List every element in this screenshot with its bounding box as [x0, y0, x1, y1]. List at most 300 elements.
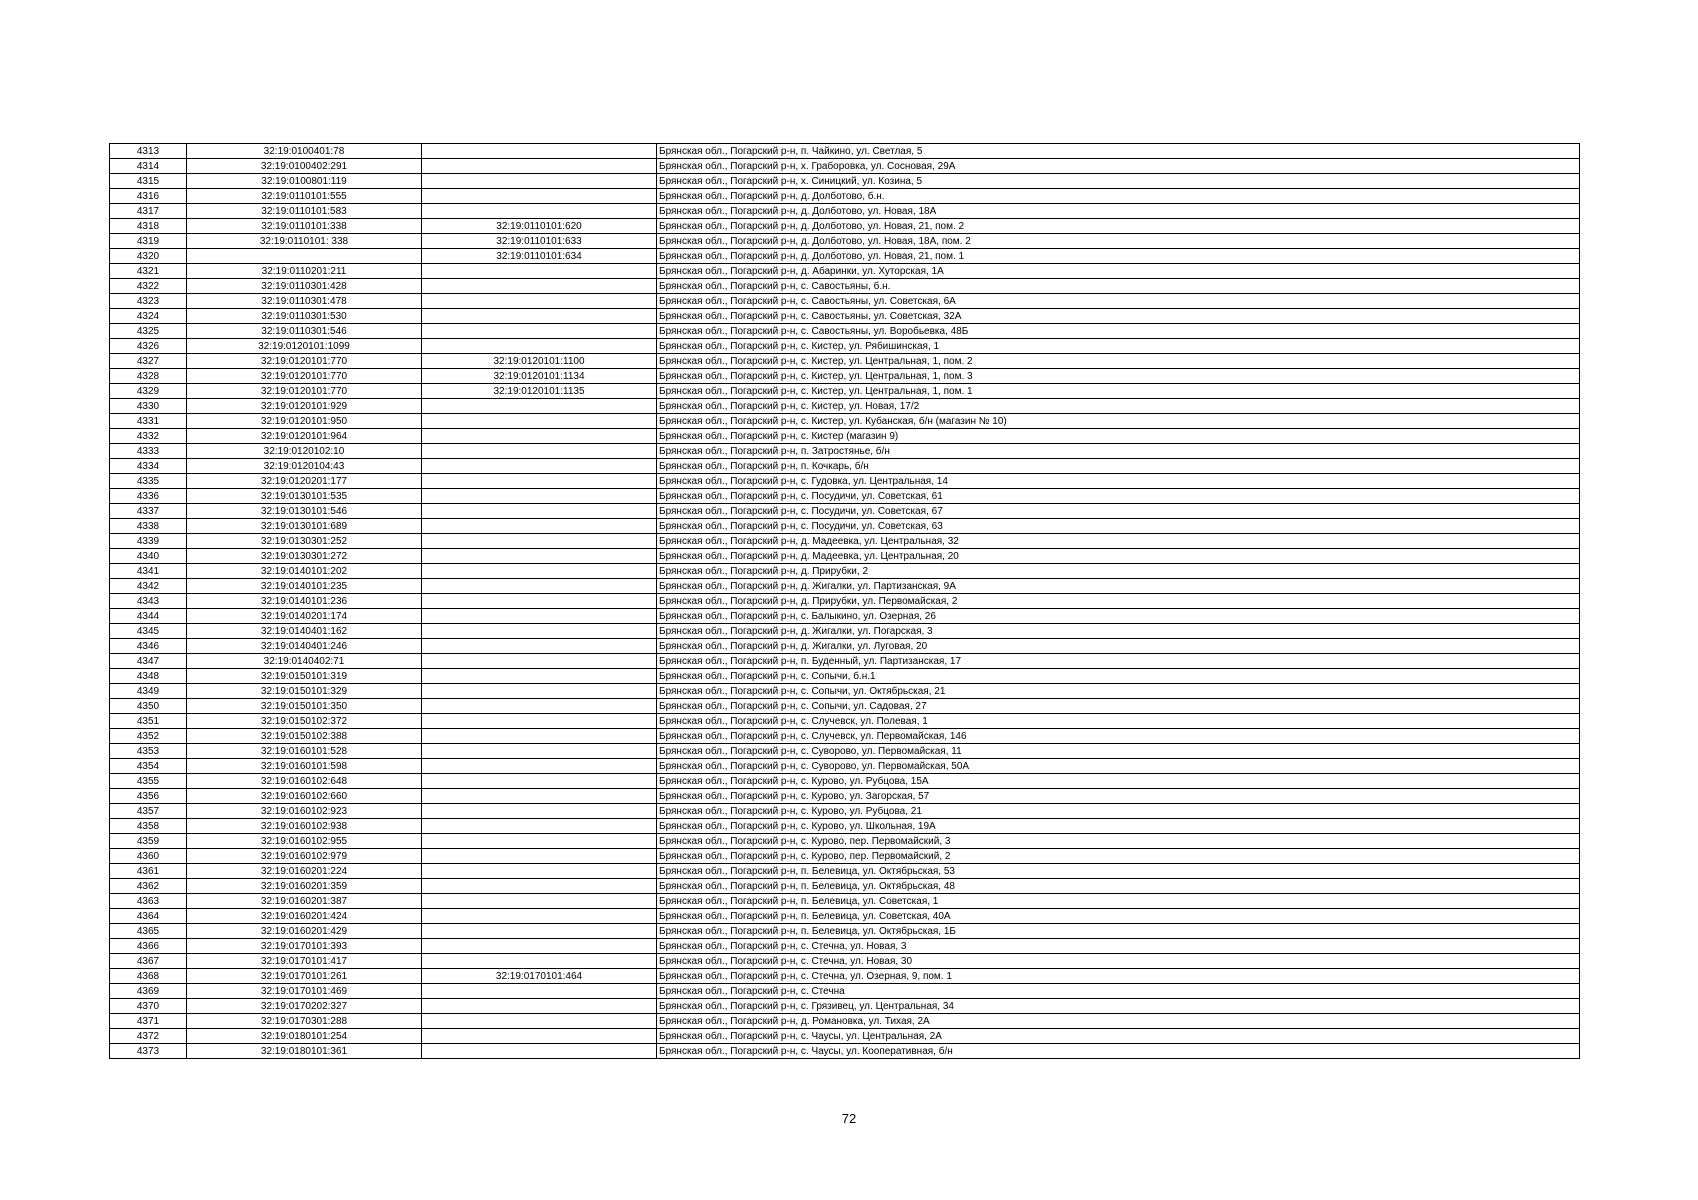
cadastral-number-cell: 32:19:0110101: 338 — [187, 234, 422, 249]
object-cadastral-number-cell — [422, 849, 657, 864]
cadastral-number-cell: 32:19:0170101:417 — [187, 954, 422, 969]
table-row — [110, 669, 1580, 684]
cadastral-number-cell: 32:19:0160102:979 — [187, 849, 422, 864]
row-number-cell: 4322 — [110, 279, 187, 294]
object-cadastral-number-cell — [422, 144, 657, 159]
object-cadastral-number-cell — [422, 459, 657, 474]
table-row — [110, 1044, 1580, 1059]
row-number-cell: 4331 — [110, 414, 187, 429]
object-cadastral-number-cell — [422, 819, 657, 834]
row-number-cell: 4352 — [110, 729, 187, 744]
row-number-cell: 4313 — [110, 144, 187, 159]
object-cadastral-number-cell — [422, 564, 657, 579]
table-row — [110, 519, 1580, 534]
object-cadastral-number-cell — [422, 894, 657, 909]
cadastral-number-cell: 32:19:0120101:929 — [187, 399, 422, 414]
address-cell: Брянская обл., Погарский р-н, с. Курово, ул. Рубцова, 21 — [657, 804, 1580, 819]
object-cadastral-number-cell — [422, 909, 657, 924]
table-row — [110, 534, 1580, 549]
address-cell: Брянская обл., Погарский р-н, п. Чайкино, ул. Светлая, 5 — [657, 144, 1580, 159]
object-cadastral-number-cell: 32:19:0120101:1134 — [422, 369, 657, 384]
cadastral-number-cell: 32:19:0130301:252 — [187, 534, 422, 549]
table-row — [110, 984, 1580, 999]
object-cadastral-number-cell — [422, 774, 657, 789]
table-row — [110, 624, 1580, 639]
object-cadastral-number-cell: 32:19:0110101:633 — [422, 234, 657, 249]
table-row — [110, 759, 1580, 774]
registry-table — [109, 143, 1580, 1059]
table-row — [110, 474, 1580, 489]
row-number-cell: 4334 — [110, 459, 187, 474]
address-cell: Брянская обл., Погарский р-н, с. Случевск, ул. Полевая, 1 — [657, 714, 1580, 729]
cadastral-number-cell: 32:19:0110201:211 — [187, 264, 422, 279]
cadastral-number-cell: 32:19:0160102:660 — [187, 789, 422, 804]
row-number-cell: 4358 — [110, 819, 187, 834]
table-row — [110, 144, 1580, 159]
table-row — [110, 789, 1580, 804]
table-row — [110, 324, 1580, 339]
cadastral-number-cell — [187, 249, 422, 264]
cadastral-number-cell: 32:19:0150101:319 — [187, 669, 422, 684]
cadastral-number-cell: 32:19:0170202:327 — [187, 999, 422, 1014]
cadastral-number-cell: 32:19:0120101:770 — [187, 354, 422, 369]
row-number-cell: 4369 — [110, 984, 187, 999]
object-cadastral-number-cell — [422, 654, 657, 669]
row-number-cell: 4315 — [110, 174, 187, 189]
cadastral-number-cell: 32:19:0160201:429 — [187, 924, 422, 939]
cadastral-number-cell: 32:19:0170301:288 — [187, 1014, 422, 1029]
address-cell: Брянская обл., Погарский р-н, п. Белевица, ул. Советская, 1 — [657, 894, 1580, 909]
address-cell: Брянская обл., Погарский р-н, д. Мадеевка, ул. Центральная, 20 — [657, 549, 1580, 564]
row-number-cell: 4320 — [110, 249, 187, 264]
cadastral-number-cell: 32:19:0110301:530 — [187, 309, 422, 324]
address-cell: Брянская обл., Погарский р-н, х. Граборовка, ул. Сосновая, 29А — [657, 159, 1580, 174]
row-number-cell: 4329 — [110, 384, 187, 399]
cadastral-number-cell: 32:19:0170101:261 — [187, 969, 422, 984]
row-number-cell: 4347 — [110, 654, 187, 669]
address-cell: Брянская обл., Погарский р-н, д. Долботово, б.н. — [657, 189, 1580, 204]
address-cell: Брянская обл., Погарский р-н, с. Гудовка, ул. Центральная, 14 — [657, 474, 1580, 489]
table-row — [110, 339, 1580, 354]
address-cell: Брянская обл., Погарский р-н, с. Суворово, ул. Первомайская, 11 — [657, 744, 1580, 759]
table-row — [110, 894, 1580, 909]
table-row — [110, 684, 1580, 699]
cadastral-number-cell: 32:19:0110301:546 — [187, 324, 422, 339]
table-row — [110, 594, 1580, 609]
cadastral-number-cell: 32:19:0140401:162 — [187, 624, 422, 639]
address-cell: Брянская обл., Погарский р-н, д. Прирубки, ул. Первомайская, 2 — [657, 594, 1580, 609]
cadastral-number-cell: 32:19:0160101:598 — [187, 759, 422, 774]
cadastral-number-cell: 32:19:0100402:291 — [187, 159, 422, 174]
row-number-cell: 4332 — [110, 429, 187, 444]
cadastral-number-cell: 32:19:0120101:950 — [187, 414, 422, 429]
row-number-cell: 4326 — [110, 339, 187, 354]
cadastral-number-cell: 32:19:0140101:235 — [187, 579, 422, 594]
address-cell: Брянская обл., Погарский р-н, с. Курово, пер. Первомайский, 2 — [657, 849, 1580, 864]
address-cell: Брянская обл., Погарский р-н, с. Сопычи, б.н.1 — [657, 669, 1580, 684]
object-cadastral-number-cell — [422, 804, 657, 819]
object-cadastral-number-cell — [422, 279, 657, 294]
object-cadastral-number-cell — [422, 744, 657, 759]
object-cadastral-number-cell — [422, 954, 657, 969]
table-row — [110, 204, 1580, 219]
object-cadastral-number-cell — [422, 939, 657, 954]
object-cadastral-number-cell: 32:19:0120101:1135 — [422, 384, 657, 399]
table-row — [110, 699, 1580, 714]
cadastral-number-cell: 32:19:0140101:202 — [187, 564, 422, 579]
table-row — [110, 999, 1580, 1014]
row-number-cell: 4363 — [110, 894, 187, 909]
cadastral-number-cell: 32:19:0110301:478 — [187, 294, 422, 309]
address-cell: Брянская обл., Погарский р-н, с. Стечна, ул. Новая, 3 — [657, 939, 1580, 954]
cadastral-number-cell: 32:19:0160102:923 — [187, 804, 422, 819]
cadastral-number-cell: 32:19:0140402:71 — [187, 654, 422, 669]
row-number-cell: 4361 — [110, 864, 187, 879]
address-cell: Брянская обл., Погарский р-н, с. Курово, ул. Загорская, 57 — [657, 789, 1580, 804]
row-number-cell: 4337 — [110, 504, 187, 519]
table-row — [110, 444, 1580, 459]
row-number-cell: 4357 — [110, 804, 187, 819]
table-row — [110, 1029, 1580, 1044]
table-row — [110, 234, 1580, 249]
address-cell: Брянская обл., Погарский р-н, с. Кистер, ул. Кубанская, б/н (магазин № 10) — [657, 414, 1580, 429]
address-cell: Брянская обл., Погарский р-н, с. Суворово, ул. Первомайская, 50А — [657, 759, 1580, 774]
address-cell: Брянская обл., Погарский р-н, п. Буденный, ул. Партизанская, 17 — [657, 654, 1580, 669]
address-cell: Брянская обл., Погарский р-н, д. Абаринки, ул. Хуторская, 1А — [657, 264, 1580, 279]
table-row — [110, 429, 1580, 444]
object-cadastral-number-cell — [422, 189, 657, 204]
object-cadastral-number-cell — [422, 504, 657, 519]
object-cadastral-number-cell — [422, 204, 657, 219]
object-cadastral-number-cell: 32:19:0120101:1100 — [422, 354, 657, 369]
cadastral-number-cell: 32:19:0120101:770 — [187, 384, 422, 399]
table-row — [110, 414, 1580, 429]
table-row — [110, 174, 1580, 189]
row-number-cell: 4355 — [110, 774, 187, 789]
row-number-cell: 4336 — [110, 489, 187, 504]
row-number-cell: 4354 — [110, 759, 187, 774]
row-number-cell: 4350 — [110, 699, 187, 714]
table-row — [110, 579, 1580, 594]
row-number-cell: 4323 — [110, 294, 187, 309]
row-number-cell: 4356 — [110, 789, 187, 804]
cadastral-number-cell: 32:19:0160201:224 — [187, 864, 422, 879]
address-cell: Брянская обл., Погарский р-н, с. Кистер, ул. Рябишинская, 1 — [657, 339, 1580, 354]
row-number-cell: 4372 — [110, 1029, 187, 1044]
table-row — [110, 189, 1580, 204]
row-number-cell: 4373 — [110, 1044, 187, 1059]
row-number-cell: 4364 — [110, 909, 187, 924]
address-cell: Брянская обл., Погарский р-н, с. Савостьяны, ул. Воробьевка, 48Б — [657, 324, 1580, 339]
cadastral-number-cell: 32:19:0160201:424 — [187, 909, 422, 924]
cadastral-number-cell: 32:19:0170101:393 — [187, 939, 422, 954]
object-cadastral-number-cell — [422, 699, 657, 714]
row-number-cell: 4328 — [110, 369, 187, 384]
cadastral-number-cell: 32:19:0140201:174 — [187, 609, 422, 624]
table-row — [110, 924, 1580, 939]
address-cell: Брянская обл., Погарский р-н, с. Стечна, ул. Новая, 30 — [657, 954, 1580, 969]
row-number-cell: 4340 — [110, 549, 187, 564]
table-row — [110, 249, 1580, 264]
object-cadastral-number-cell: 32:19:0170101:464 — [422, 969, 657, 984]
row-number-cell: 4317 — [110, 204, 187, 219]
cadastral-number-cell: 32:19:0130101:546 — [187, 504, 422, 519]
object-cadastral-number-cell — [422, 714, 657, 729]
table-row — [110, 954, 1580, 969]
object-cadastral-number-cell — [422, 1044, 657, 1059]
object-cadastral-number-cell — [422, 519, 657, 534]
object-cadastral-number-cell — [422, 444, 657, 459]
cadastral-number-cell: 32:19:0130301:272 — [187, 549, 422, 564]
page-number: 72 — [841, 1111, 857, 1126]
address-cell: Брянская обл., Погарский р-н, с. Кистер, ул. Новая, 17/2 — [657, 399, 1580, 414]
table-row — [110, 834, 1580, 849]
row-number-cell: 4330 — [110, 399, 187, 414]
object-cadastral-number-cell — [422, 684, 657, 699]
address-cell: Брянская обл., Погарский р-н, с. Балыкино, ул. Озерная, 26 — [657, 609, 1580, 624]
table-row — [110, 504, 1580, 519]
address-cell: Брянская обл., Погарский р-н, д. Романовка, ул. Тихая, 2А — [657, 1014, 1580, 1029]
table-row — [110, 654, 1580, 669]
object-cadastral-number-cell — [422, 1029, 657, 1044]
address-cell: Брянская обл., Погарский р-н, д. Жигалки, ул. Погарская, 3 — [657, 624, 1580, 639]
cadastral-number-cell: 32:19:0120101:964 — [187, 429, 422, 444]
address-cell: Брянская обл., Погарский р-н, с. Случевск, ул. Первомайская, 146 — [657, 729, 1580, 744]
row-number-cell: 4325 — [110, 324, 187, 339]
cadastral-number-cell: 32:19:0110301:428 — [187, 279, 422, 294]
object-cadastral-number-cell — [422, 864, 657, 879]
table-row — [110, 639, 1580, 654]
cadastral-number-cell: 32:19:0110101:583 — [187, 204, 422, 219]
address-cell: Брянская обл., Погарский р-н, с. Кистер, ул. Центральная, 1, пом. 2 — [657, 354, 1580, 369]
object-cadastral-number-cell — [422, 534, 657, 549]
address-cell: Брянская обл., Погарский р-н, п. Белевица, ул. Октябрьская, 48 — [657, 879, 1580, 894]
cadastral-number-cell: 32:19:0150101:329 — [187, 684, 422, 699]
object-cadastral-number-cell — [422, 429, 657, 444]
row-number-cell: 4327 — [110, 354, 187, 369]
row-number-cell: 4346 — [110, 639, 187, 654]
address-cell: Брянская обл., Погарский р-н, с. Стечна, ул. Озерная, 9, пом. 1 — [657, 969, 1580, 984]
table-row — [110, 264, 1580, 279]
row-number-cell: 4318 — [110, 219, 187, 234]
row-number-cell: 4324 — [110, 309, 187, 324]
address-cell: Брянская обл., Погарский р-н, с. Сопычи, ул. Садовая, 27 — [657, 699, 1580, 714]
row-number-cell: 4367 — [110, 954, 187, 969]
object-cadastral-number-cell — [422, 489, 657, 504]
row-number-cell: 4319 — [110, 234, 187, 249]
object-cadastral-number-cell: 32:19:0110101:620 — [422, 219, 657, 234]
address-cell: Брянская обл., Погарский р-н, д. Долботово, ул. Новая, 18А, пом. 2 — [657, 234, 1580, 249]
table-row — [110, 219, 1580, 234]
object-cadastral-number-cell — [422, 414, 657, 429]
row-number-cell: 4368 — [110, 969, 187, 984]
row-number-cell: 4370 — [110, 999, 187, 1014]
row-number-cell: 4342 — [110, 579, 187, 594]
cadastral-number-cell: 32:19:0130101:689 — [187, 519, 422, 534]
row-number-cell: 4339 — [110, 534, 187, 549]
table-row — [110, 714, 1580, 729]
cadastral-number-cell: 32:19:0160102:955 — [187, 834, 422, 849]
address-cell: Брянская обл., Погарский р-н, д. Жигалки, ул. Луговая, 20 — [657, 639, 1580, 654]
row-number-cell: 4338 — [110, 519, 187, 534]
object-cadastral-number-cell — [422, 609, 657, 624]
table-row — [110, 279, 1580, 294]
object-cadastral-number-cell — [422, 264, 657, 279]
table-row — [110, 909, 1580, 924]
address-cell: Брянская обл., Погарский р-н, д. Долботово, ул. Новая, 18А — [657, 204, 1580, 219]
address-cell: Брянская обл., Погарский р-н, с. Посудичи, ул. Советская, 63 — [657, 519, 1580, 534]
row-number-cell: 4348 — [110, 669, 187, 684]
cadastral-number-cell: 32:19:0160101:528 — [187, 744, 422, 759]
cadastral-number-cell: 32:19:0120104:43 — [187, 459, 422, 474]
row-number-cell: 4351 — [110, 714, 187, 729]
cadastral-number-cell: 32:19:0160102:648 — [187, 774, 422, 789]
cadastral-number-cell: 32:19:0140401:246 — [187, 639, 422, 654]
table-row — [110, 849, 1580, 864]
object-cadastral-number-cell — [422, 1014, 657, 1029]
cadastral-number-cell: 32:19:0100401:78 — [187, 144, 422, 159]
object-cadastral-number-cell — [422, 669, 657, 684]
address-cell: Брянская обл., Погарский р-н, с. Курово, ул. Рубцова, 15А — [657, 774, 1580, 789]
row-number-cell: 4366 — [110, 939, 187, 954]
cadastral-number-cell: 32:19:0120101:1099 — [187, 339, 422, 354]
row-number-cell: 4345 — [110, 624, 187, 639]
address-cell: Брянская обл., Погарский р-н, п. Кочкарь, б/н — [657, 459, 1580, 474]
address-cell: Брянская обл., Погарский р-н, с. Савостьяны, ул. Советская, 32А — [657, 309, 1580, 324]
table-row — [110, 564, 1580, 579]
row-number-cell: 4344 — [110, 609, 187, 624]
address-cell: Брянская обл., Погарский р-н, с. Кистер (магазин 9) — [657, 429, 1580, 444]
row-number-cell: 4314 — [110, 159, 187, 174]
row-number-cell: 4360 — [110, 849, 187, 864]
object-cadastral-number-cell — [422, 474, 657, 489]
object-cadastral-number-cell — [422, 324, 657, 339]
cadastral-number-cell: 32:19:0110101:555 — [187, 189, 422, 204]
address-cell: Брянская обл., Погарский р-н, п. Белевица, ул. Октябрьская, 1Б — [657, 924, 1580, 939]
object-cadastral-number-cell: 32:19:0110101:634 — [422, 249, 657, 264]
address-cell: Брянская обл., Погарский р-н, с. Стечна — [657, 984, 1580, 999]
table-row — [110, 804, 1580, 819]
row-number-cell: 4349 — [110, 684, 187, 699]
cadastral-number-cell: 32:19:0120101:770 — [187, 369, 422, 384]
address-cell: Брянская обл., Погарский р-н, с. Чаусы, ул. Центральная, 2А — [657, 1029, 1580, 1044]
address-cell: Брянская обл., Погарский р-н, п. Белевица, ул. Октябрьская, 53 — [657, 864, 1580, 879]
table-row — [110, 744, 1580, 759]
cadastral-number-cell: 32:19:0170101:469 — [187, 984, 422, 999]
table-row — [110, 399, 1580, 414]
row-number-cell: 4371 — [110, 1014, 187, 1029]
address-cell: Брянская обл., Погарский р-н, д. Долботово, ул. Новая, 21, пом. 2 — [657, 219, 1580, 234]
object-cadastral-number-cell — [422, 579, 657, 594]
object-cadastral-number-cell — [422, 294, 657, 309]
cadastral-number-cell: 32:19:0160201:387 — [187, 894, 422, 909]
table-row — [110, 939, 1580, 954]
cadastral-number-cell: 32:19:0130101:535 — [187, 489, 422, 504]
table-row — [110, 549, 1580, 564]
cadastral-number-cell: 32:19:0160102:938 — [187, 819, 422, 834]
cadastral-number-cell: 32:19:0150102:372 — [187, 714, 422, 729]
object-cadastral-number-cell — [422, 549, 657, 564]
address-cell: Брянская обл., Погарский р-н, д. Жигалки, ул. Партизанская, 9А — [657, 579, 1580, 594]
cadastral-number-cell: 32:19:0120201:177 — [187, 474, 422, 489]
object-cadastral-number-cell — [422, 639, 657, 654]
table-row — [110, 819, 1580, 834]
address-cell: Брянская обл., Погарский р-н, с. Грязивец, ул. Центральная, 34 — [657, 999, 1580, 1014]
row-number-cell: 4365 — [110, 924, 187, 939]
cadastral-number-cell: 32:19:0100801:119 — [187, 174, 422, 189]
table-row — [110, 384, 1580, 399]
object-cadastral-number-cell — [422, 624, 657, 639]
cadastral-number-cell: 32:19:0180101:361 — [187, 1044, 422, 1059]
cadastral-number-cell: 32:19:0150102:388 — [187, 729, 422, 744]
table-row — [110, 609, 1580, 624]
address-cell: Брянская обл., Погарский р-н, д. Долботово, ул. Новая, 21, пом. 1 — [657, 249, 1580, 264]
row-number-cell: 4343 — [110, 594, 187, 609]
row-number-cell: 4333 — [110, 444, 187, 459]
table-row — [110, 774, 1580, 789]
row-number-cell: 4362 — [110, 879, 187, 894]
address-cell: Брянская обл., Погарский р-н, с. Чаусы, ул. Кооперативная, б/н — [657, 1044, 1580, 1059]
object-cadastral-number-cell — [422, 879, 657, 894]
table-row — [110, 459, 1580, 474]
table-row — [110, 294, 1580, 309]
cadastral-number-cell: 32:19:0160201:359 — [187, 879, 422, 894]
cadastral-number-cell: 32:19:0140101:236 — [187, 594, 422, 609]
table-row — [110, 864, 1580, 879]
table-row — [110, 369, 1580, 384]
object-cadastral-number-cell — [422, 999, 657, 1014]
object-cadastral-number-cell — [422, 339, 657, 354]
cadastral-number-cell: 32:19:0150101:350 — [187, 699, 422, 714]
table-row — [110, 729, 1580, 744]
object-cadastral-number-cell — [422, 174, 657, 189]
cadastral-number-cell: 32:19:0120102:10 — [187, 444, 422, 459]
table-row — [110, 309, 1580, 324]
row-number-cell: 4316 — [110, 189, 187, 204]
address-cell: Брянская обл., Погарский р-н, д. Прирубки, 2 — [657, 564, 1580, 579]
object-cadastral-number-cell — [422, 924, 657, 939]
row-number-cell: 4321 — [110, 264, 187, 279]
table-row — [110, 159, 1580, 174]
address-cell: Брянская обл., Погарский р-н, с. Сопычи, ул. Октябрьская, 21 — [657, 684, 1580, 699]
address-cell: Брянская обл., Погарский р-н, с. Курово, ул. Школьная, 19А — [657, 819, 1580, 834]
object-cadastral-number-cell — [422, 159, 657, 174]
row-number-cell: 4353 — [110, 744, 187, 759]
address-cell: Брянская обл., Погарский р-н, с. Посудичи, ул. Советская, 67 — [657, 504, 1580, 519]
table-row — [110, 879, 1580, 894]
object-cadastral-number-cell — [422, 984, 657, 999]
table-row — [110, 489, 1580, 504]
address-cell: Брянская обл., Погарский р-н, с. Курово, пер. Первомайский, 3 — [657, 834, 1580, 849]
address-cell: Брянская обл., Погарский р-н, п. Затростянье, б/н — [657, 444, 1580, 459]
address-cell: Брянская обл., Погарский р-н, с. Савостьяны, б.н. — [657, 279, 1580, 294]
row-number-cell: 4335 — [110, 474, 187, 489]
address-cell: Брянская обл., Погарский р-н, с. Кистер, ул. Центральная, 1, пом. 1 — [657, 384, 1580, 399]
object-cadastral-number-cell — [422, 594, 657, 609]
row-number-cell: 4341 — [110, 564, 187, 579]
object-cadastral-number-cell — [422, 309, 657, 324]
object-cadastral-number-cell — [422, 729, 657, 744]
registry-table-body — [110, 144, 1580, 1059]
address-cell: Брянская обл., Погарский р-н, с. Кистер, ул. Центральная, 1, пом. 3 — [657, 369, 1580, 384]
table-row — [110, 354, 1580, 369]
table-row — [110, 1014, 1580, 1029]
object-cadastral-number-cell — [422, 759, 657, 774]
address-cell: Брянская обл., Погарский р-н, д. Мадеевка, ул. Центральная, 32 — [657, 534, 1580, 549]
object-cadastral-number-cell — [422, 789, 657, 804]
row-number-cell: 4359 — [110, 834, 187, 849]
table-row — [110, 969, 1580, 984]
